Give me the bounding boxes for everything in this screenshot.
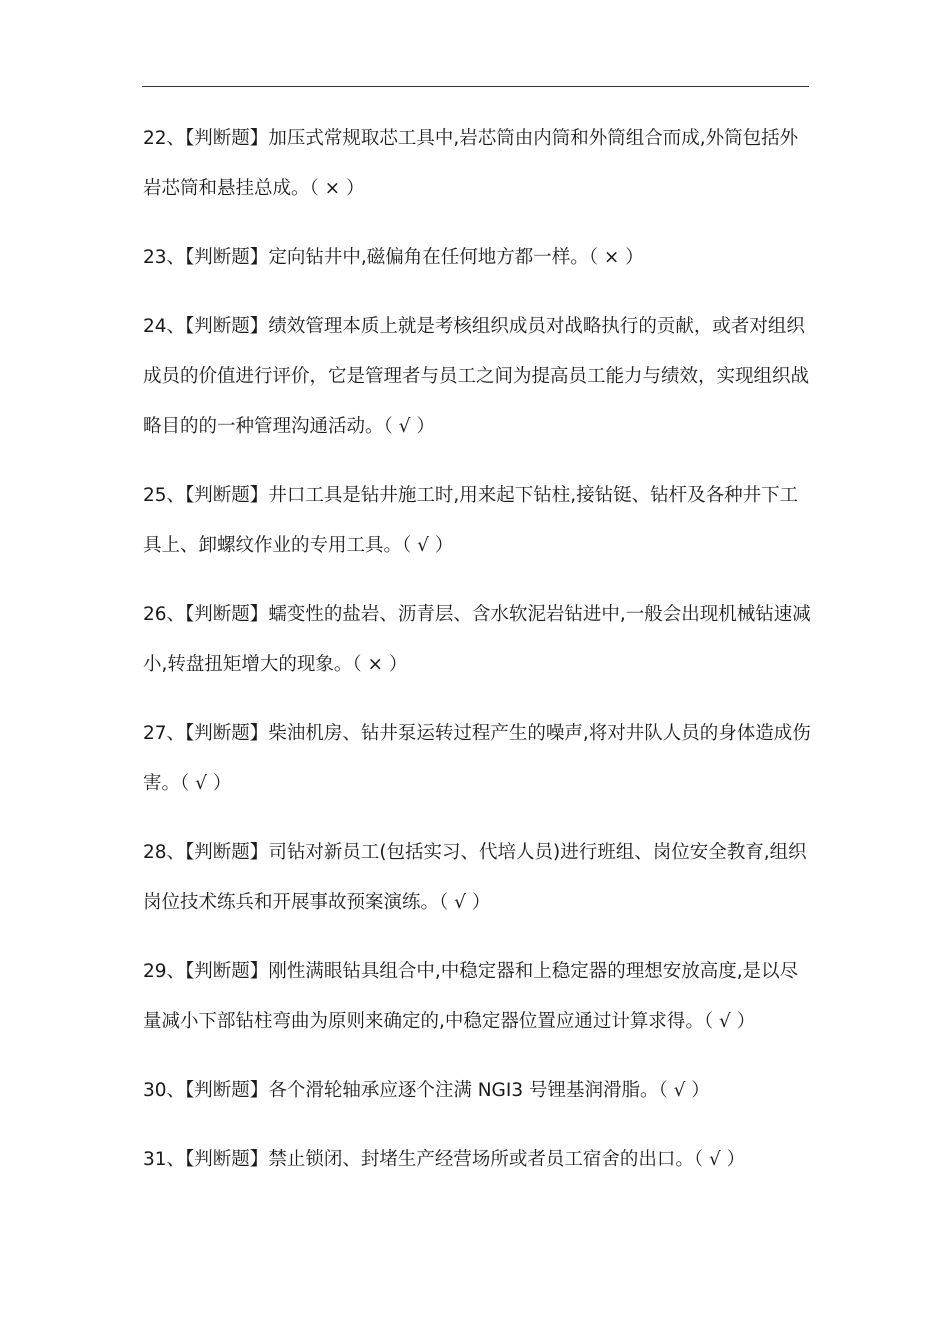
question-item <box>143 1066 813 1116</box>
question-text: 井口工具是钻井施工时,用来起下钻柱,接钻铤、钻杆及各种井下工具上、卸螺纹作业的专用工具。 <box>143 485 799 556</box>
question-number: 25、 <box>143 485 186 506</box>
question-answer: （ × ） <box>588 247 644 268</box>
question-number: 30、 <box>143 1080 186 1101</box>
question-number: 27、 <box>143 723 186 744</box>
question-item <box>143 590 813 690</box>
question-item <box>143 828 813 928</box>
question-text: 禁止锁闭、封堵生产经营场所或者员工宿舍的出口。 <box>268 1149 694 1170</box>
question-answer: （ × ） <box>309 178 365 199</box>
question-answer: （ √ ） <box>658 1080 710 1101</box>
question-item <box>143 947 813 1047</box>
question-type-tag: 【判断题】 <box>185 604 269 625</box>
question-answer: （ √ ） <box>383 416 435 437</box>
question-answer: （ √ ） <box>703 1011 756 1032</box>
question-text: 刚性满眼钻具组合中,中稳定器和上稳定器的理想安放高度,是以尽量减小下部钻柱弯曲为原则来确定的,中稳定器位置应通过计算求得。 <box>143 961 799 1032</box>
header-divider <box>142 86 809 87</box>
question-number: 28、 <box>143 842 186 863</box>
question-number: 29、 <box>143 961 186 982</box>
question-item <box>143 114 813 214</box>
question-answer: （ √ ） <box>180 773 232 794</box>
question-item <box>143 709 813 809</box>
question-number: 22、 <box>143 128 186 149</box>
question-type-tag: 【判断题】 <box>185 723 269 744</box>
question-type-tag: 【判断题】 <box>185 316 269 337</box>
question-text: 加压式常规取芯工具中,岩芯筒由内筒和外筒组合而成,外筒包括外岩芯筒和悬挂总成。 <box>143 128 799 199</box>
question-text: 各个滑轮轴承应逐个注满 NGI3 号锂基润滑脂。 <box>268 1080 659 1101</box>
question-answer: （ √ ） <box>693 1149 746 1170</box>
question-number: 23、 <box>143 247 186 268</box>
question-answer: （ √ ） <box>439 892 491 913</box>
question-text: 蠕变性的盐岩、沥青层、含水软泥岩钻进中,一般会出现机械钻速减小,转盘扭矩增大的现象。 <box>143 604 811 675</box>
question-type-tag: 【判断题】 <box>185 247 269 268</box>
question-type-tag: 【判断题】 <box>185 485 269 506</box>
question-text: 柴油机房、钻井泵运转过程产生的噪声,将对井队人员的身体造成伤害。 <box>143 723 811 794</box>
question-item <box>143 1135 813 1185</box>
question-type-tag: 【判断题】 <box>185 1149 269 1170</box>
question-item <box>143 471 813 571</box>
question-list <box>143 114 813 1204</box>
question-answer: （ × ） <box>352 654 408 675</box>
question-type-tag: 【判断题】 <box>185 1080 269 1101</box>
question-type-tag: 【判断题】 <box>185 842 269 863</box>
question-number: 31、 <box>143 1149 186 1170</box>
question-answer: （ √ ） <box>402 535 454 556</box>
question-text: 司钻对新员工(包括实习、代培人员)进行班组、岗位安全教育,组织岗位技术练兵和开展事故预案演练。 <box>143 842 807 913</box>
question-text: 定向钻井中,磁偏角在任何地方都一样。 <box>268 247 589 268</box>
question-type-tag: 【判断题】 <box>185 128 269 149</box>
question-item <box>143 233 813 283</box>
question-type-tag: 【判断题】 <box>185 961 269 982</box>
question-number: 24、 <box>143 316 186 337</box>
question-number: 26、 <box>143 604 186 625</box>
question-item <box>143 302 813 452</box>
question-text: 绩效管理本质上就是考核组织成员对战略执行的贡献，或者对组织成员的价值进行评价，它是管理者与员工之间为提高员工能力与绩效，实现组织战略目的的一种管理沟通活动。 <box>143 316 810 437</box>
